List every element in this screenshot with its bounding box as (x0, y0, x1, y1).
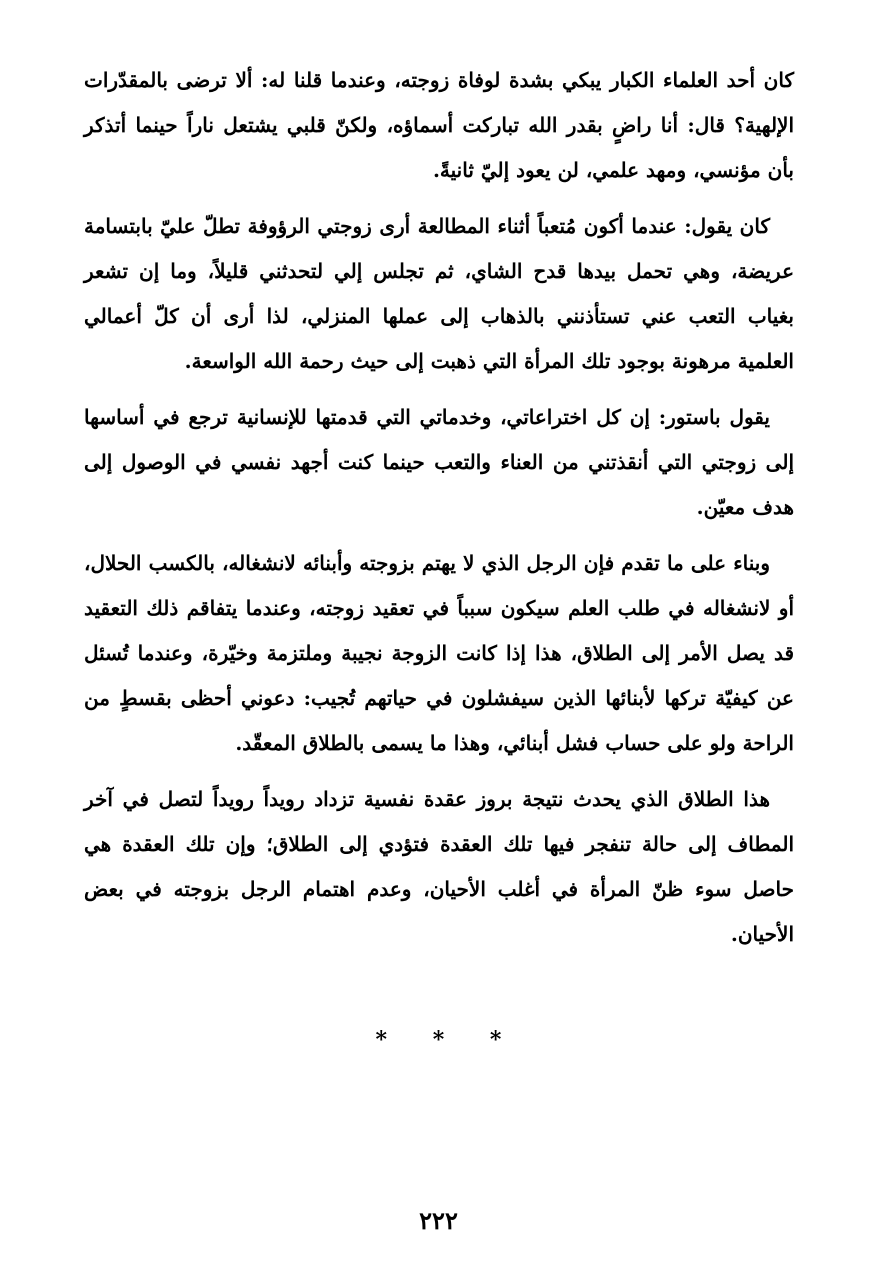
page-number: ٢٢٢ (419, 1206, 458, 1235)
page-body (84, 58, 794, 968)
paragraph-3: يقول باستور: إن كل اختراعاتي، وخدماتي التي قدمتها للإنسانية ترجع في أساسها إلى زوجتي التي أنقذتني من العناء والتعب حينما كنت أجهد نفسي في الوصول إلى هدف معيّن. (84, 405, 794, 519)
separator-asterisk: * (432, 1027, 445, 1053)
paragraph-5: هذا الطلاق الذي يحدث نتيجة بروز عقدة نفسية تزداد رويداً رويداً لتصل في آخر المطاف إلى حالة تنفجر فيها تلك العقدة فتؤدي إلى الطلاق؛ وإن تلك العقدة هي حاصل سوء ظنّ المرأة في أغلب الأحيان، وعدم اهتمام الرجل بزوجته في بعض الأحيان. (84, 787, 794, 946)
paragraph-2: كان يقول: عندما أكون مُتعباً أثناء المطالعة أرى زوجتي الرؤوفة تطلّ عليّ بابتسامة عريضة، وهي تحمل بيدها قدح الشاي، ثم تجلس إلي لتحدثني قليلاً، وما إن تشعر بغياب التعب عني تستأذنني بالذهاب إلى عملها المنزلي، لذا أرى أن كلّ أعمالي العلمية مرهونة بوجود تلك المرأة التي ذهبت إلى حيث رحمة الله الواسعة. (84, 214, 795, 373)
paragraph-4: وبناء على ما تقدم فإن الرجل الذي لا يهتم بزوجته وأبنائه لانشغاله، بالكسب الحلال، أو لانشغاله في طلب العلم سيكون سبباً في تعقيد زوجته، وعندما يتفاقم ذلك التعقيد قد يصل الأمر إلى الطلاق، هذا إذا كانت الزوجة نجيبة وملتزمة وخيّرة، وعندما تُسئل عن كيفيّة تركها لأبنائها الذين سيفشلون في حياتهم تُجيب: دعوني أحظى بقسطٍ من الراحة ولو على حساب فشل أبنائي، وهذا ما يسمى بالطلاق المعقّد. (84, 551, 794, 755)
paragraph-1: كان أحد العلماء الكبار يبكي بشدة لوفاة زوجته، وعندما قلنا له: ألا ترضى بالمقدّرات الإلهية؟ قال: أنا راضٍ بقدر الله تباركت أسماؤه، ولكنّ قلبي يشتعل ناراً حينما أتذكر بأن مؤنسي، ومهد علمي، لن يعود إليّ ثانيةً. (84, 68, 794, 182)
section-separator (0, 1027, 877, 1053)
separator-asterisk: * (489, 1027, 502, 1053)
separator-asterisk: * (375, 1027, 388, 1053)
